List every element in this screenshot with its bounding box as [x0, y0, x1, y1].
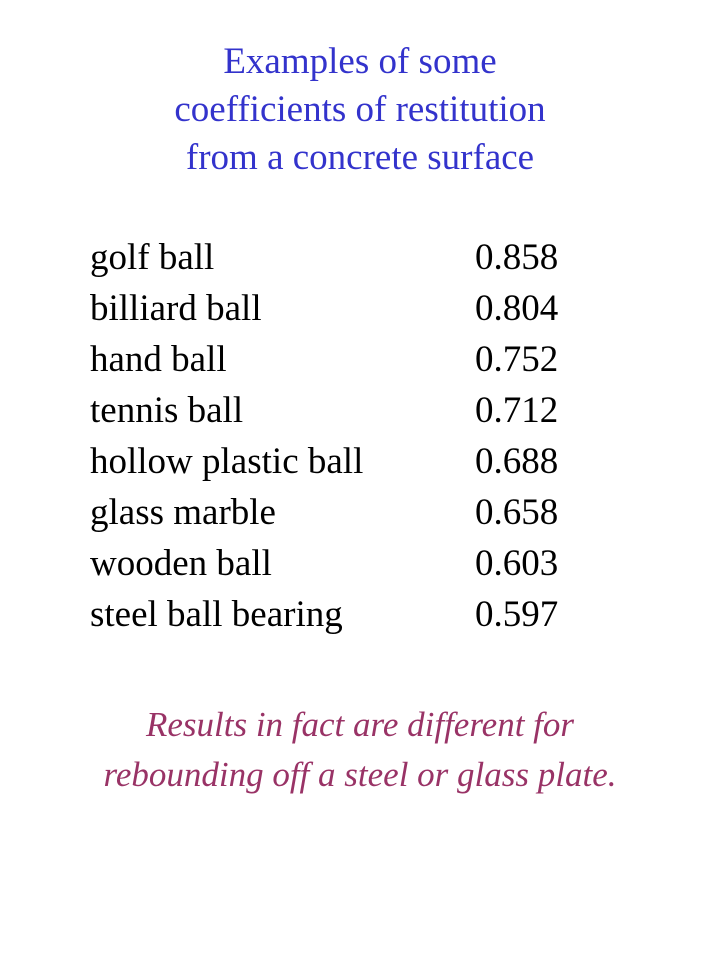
- restitution-value: 0.603: [475, 543, 559, 584]
- restitution-value: 0.858: [475, 237, 559, 278]
- title-line: Examples of some: [223, 41, 497, 82]
- title-line: from a concrete surface: [185, 137, 535, 178]
- slide-title: [0, 38, 720, 182]
- ball-name: hand ball: [90, 339, 227, 380]
- restitution-value: 0.804: [475, 288, 559, 329]
- ball-name: hollow plastic ball: [90, 441, 364, 482]
- ball-name: glass marble: [90, 492, 276, 533]
- ball-name: steel ball bearing: [90, 594, 343, 635]
- ball-name: golf ball: [90, 237, 215, 278]
- table-row: [90, 334, 610, 385]
- title-line: coefficients of restitution: [174, 89, 546, 130]
- table-row: [90, 283, 610, 334]
- restitution-value: 0.658: [475, 492, 559, 533]
- table-row: [90, 385, 610, 436]
- table-row: [90, 487, 610, 538]
- restitution-value: 0.597: [475, 594, 559, 635]
- footnote-line: Results in fact are different for: [145, 705, 575, 744]
- restitution-value: 0.752: [475, 339, 559, 380]
- ball-name: wooden ball: [90, 543, 272, 584]
- table-row: [90, 436, 610, 487]
- ball-name: billiard ball: [90, 288, 262, 329]
- table-row: [90, 589, 610, 640]
- ball-name: tennis ball: [90, 390, 244, 431]
- restitution-table: [90, 232, 610, 640]
- table-row: [90, 232, 610, 283]
- footnote-line: rebounding off a steel or glass plate.: [103, 755, 617, 794]
- footnote: [0, 700, 720, 800]
- restitution-value: 0.712: [475, 390, 559, 431]
- table-row: [90, 538, 610, 589]
- restitution-value: 0.688: [475, 441, 559, 482]
